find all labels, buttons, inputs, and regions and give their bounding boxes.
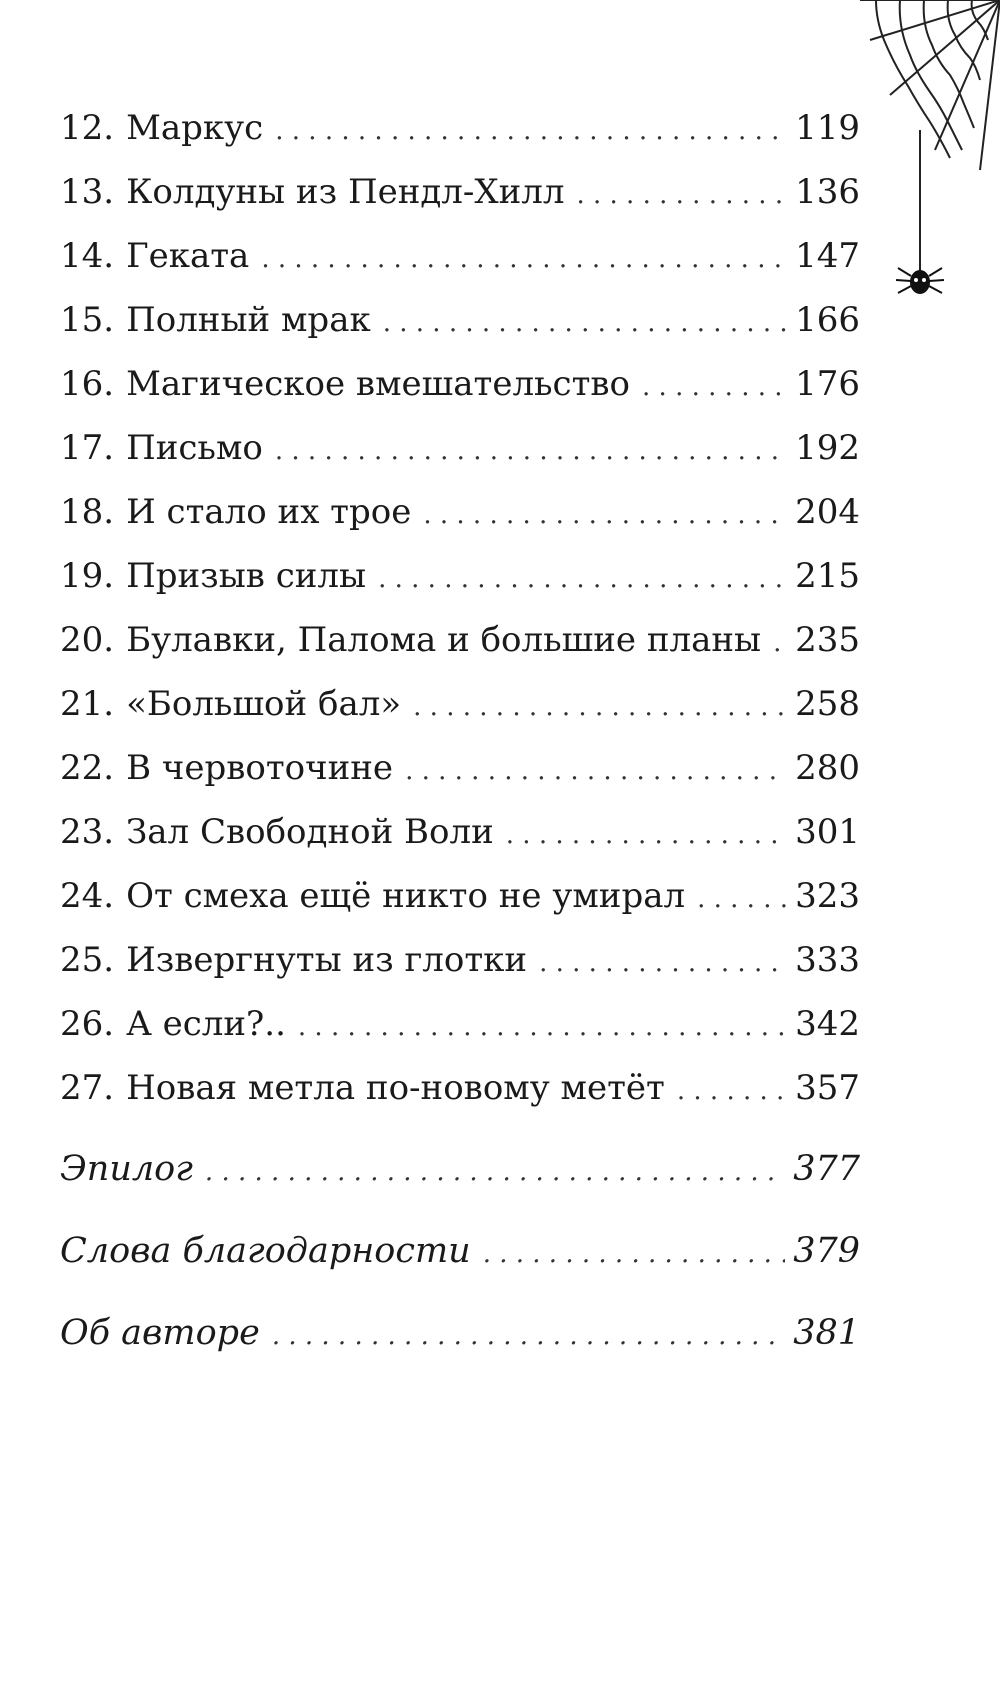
page-number: 204 [795, 492, 860, 532]
chapter-number: 23. [60, 812, 115, 852]
page-number: 215 [795, 556, 860, 596]
dot-leader [272, 1295, 785, 1377]
back-matter-list [60, 1128, 860, 1374]
toc-entry[interactable] [60, 288, 860, 352]
chapter-number: 26. [60, 1004, 115, 1044]
toc-entry[interactable] [60, 224, 860, 288]
toc-entry[interactable] [60, 480, 860, 544]
spider-web-icon [860, 0, 1000, 330]
dot-leader [677, 1059, 787, 1123]
chapter-number: 21. [60, 684, 115, 724]
dot-leader [576, 163, 787, 227]
chapter-title: Призыв силы [126, 556, 367, 596]
dot-leader [383, 291, 787, 355]
toc-entry[interactable] [60, 416, 860, 480]
dot-leader [506, 803, 787, 867]
toc-entry[interactable] [60, 864, 860, 928]
toc-entry[interactable] [60, 800, 860, 864]
dot-leader [205, 1131, 785, 1213]
chapter-number: 14. [60, 236, 115, 276]
chapter-number: 17. [60, 428, 115, 468]
dot-leader [423, 483, 787, 547]
chapter-number: 19. [60, 556, 115, 596]
dot-leader [275, 99, 787, 163]
chapter-title: Новая метла по-новому метёт [126, 1068, 665, 1108]
dot-leader [413, 675, 787, 739]
toc-entry[interactable] [60, 736, 860, 800]
entry-title: Эпилог [60, 1149, 193, 1189]
chapter-title: И стало их трое [126, 492, 412, 532]
dot-leader [261, 227, 787, 291]
chapter-number: 16. [60, 364, 115, 404]
chapter-title: Полный мрак [126, 300, 371, 340]
chapter-number: 20. [60, 620, 115, 660]
chapter-title: Геката [126, 236, 250, 276]
chapter-number: 27. [60, 1068, 115, 1108]
toc-entry[interactable] [60, 992, 860, 1056]
table-of-contents [60, 96, 860, 1374]
page-number: 235 [795, 620, 860, 660]
toc-entry[interactable] [60, 1056, 860, 1120]
page-number: 301 [795, 812, 860, 852]
chapter-title: Магическое вмешательство [126, 364, 631, 404]
dot-leader [405, 739, 787, 803]
chapter-number: 24. [60, 876, 115, 916]
page-number: 323 [795, 876, 860, 916]
dot-leader [539, 931, 787, 995]
chapter-title: В червоточине [126, 748, 394, 788]
dot-leader [378, 547, 787, 611]
toc-entry[interactable] [60, 672, 860, 736]
chapter-number: 22. [60, 748, 115, 788]
page-number: 192 [795, 428, 860, 468]
page-number: 381 [793, 1313, 860, 1353]
chapter-title: Колдуны из Пендл-Хилл [126, 172, 565, 212]
dot-leader [773, 611, 787, 675]
entry-title: Об авторе [60, 1313, 260, 1353]
chapter-title: «Большой бал» [126, 684, 402, 724]
page-number: 166 [795, 300, 860, 340]
toc-entry[interactable] [60, 352, 860, 416]
chapter-title: Маркус [126, 108, 264, 148]
page-number: 147 [795, 236, 860, 276]
page-number: 342 [795, 1004, 860, 1044]
page-number: 280 [795, 748, 860, 788]
page-number: 136 [795, 172, 860, 212]
page-number: 176 [795, 364, 860, 404]
chapter-title: А если?.. [126, 1004, 286, 1044]
toc-entry[interactable] [60, 160, 860, 224]
dot-leader [642, 355, 787, 419]
chapter-number: 12. [60, 108, 115, 148]
chapter-number: 13. [60, 172, 115, 212]
chapter-list [60, 96, 860, 1120]
page-number: 379 [793, 1231, 860, 1271]
chapter-number: 18. [60, 492, 115, 532]
toc-entry[interactable] [60, 96, 860, 160]
chapter-number: 15. [60, 300, 115, 340]
toc-entry[interactable] [60, 608, 860, 672]
toc-entry[interactable] [60, 928, 860, 992]
toc-entry-about-author[interactable] [60, 1292, 860, 1374]
chapter-number: 25. [60, 940, 115, 980]
page-number: 119 [795, 108, 860, 148]
toc-entry[interactable] [60, 544, 860, 608]
dot-leader [298, 995, 787, 1059]
dot-leader [697, 867, 787, 931]
page-number: 333 [795, 940, 860, 980]
page-number: 377 [793, 1149, 860, 1189]
chapter-title: Булавки, Палома и большие планы [126, 620, 762, 660]
dot-leader [275, 419, 787, 483]
chapter-title: Зал Свободной Воли [126, 812, 494, 852]
chapter-title: Письмо [126, 428, 263, 468]
entry-title: Слова благодарности [60, 1231, 471, 1271]
chapter-title: От смеха ещё никто не умирал [126, 876, 686, 916]
toc-entry-epilogue[interactable] [60, 1128, 860, 1210]
page-number: 258 [795, 684, 860, 724]
page-number: 357 [795, 1068, 860, 1108]
chapter-title: Извергнуты из глотки [126, 940, 528, 980]
toc-entry-acknowledgements[interactable] [60, 1210, 860, 1292]
dot-leader [483, 1213, 786, 1295]
